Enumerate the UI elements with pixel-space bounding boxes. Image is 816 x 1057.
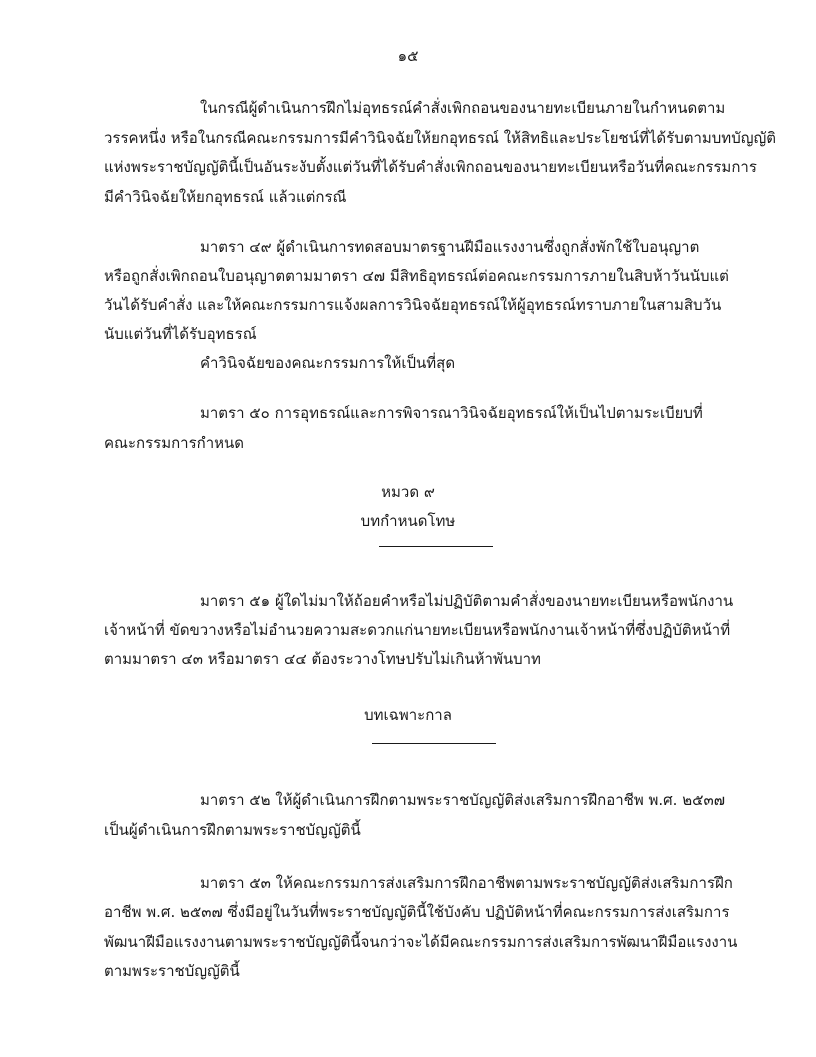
p1-line-3: แห่งพระราชบัญญัตินี้เป็นอันระงับตั้งแต่วันที่ได้รับคำสั่งเพิกถอนของนายทะเบียนหรือวันที่คณะกรรมการ: [104, 158, 757, 176]
p1-line-2: วรรคหนึ่ง หรือในกรณีคณะกรรมการมีคำวินิจฉัยให้ยกอุทธรณ์ ให้สิทธิและประโยชน์ที่ได้รับตามบทบัญญัติ: [104, 129, 777, 147]
section-51-line-2: เจ้าหน้าที่ ขัดขวางหรือไม่อำนวยความสะดวกแก่นายทะเบียนหรือพนักงานเจ้าหน้าที่ซึ่งปฏิบัติหน้าที่: [104, 621, 731, 639]
chapter-divider: [379, 546, 493, 547]
section-53-line-2: อาชีพ พ.ศ. ๒๕๓๗ ซึ่งมีอยู่ในวันที่พระราชบัญญัตินี้ใช้บังคับ ปฏิบัติหน้าที่คณะกรรมการส่งเสริมการ: [104, 903, 730, 921]
transitional-title: บทเฉพาะกาล: [364, 706, 452, 724]
page-number: ๑๕: [397, 47, 419, 65]
section-49-line-2: หรือถูกสั่งเพิกถอนใบอนุญาตตามมาตรา ๔๗ มีสิทธิอุทธรณ์ต่อคณะกรรมการภายในสิบห้าวันนับแต่: [104, 267, 729, 285]
section-49-line-1: มาตรา ๔๙ ผู้ดำเนินการทดสอบมาตรฐานฝีมือแรงงานซึ่งถูกสั่งพักใช้ใบอนุญาต: [200, 238, 700, 256]
section-53-line-1: มาตรา ๕๓ ให้คณะกรรมการส่งเสริมการฝึกอาชีพตามพระราชบัญญัติส่งเสริมการฝึก: [200, 874, 733, 892]
section-50-line-1: มาตรา ๕๐ การอุทธรณ์และการพิจารณาวินิจฉัยอุทธรณ์ให้เป็นไปตามระเบียบที่: [200, 404, 703, 422]
chapter-number: หมวด ๙: [381, 483, 435, 501]
chapter-title: บทกำหนดโทษ: [360, 512, 456, 530]
section-51-line-1: มาตรา ๕๑ ผู้ใดไม่มาให้ถ้อยคำหรือไม่ปฏิบัติตามคำสั่งของนายทะเบียนหรือพนักงาน: [200, 592, 734, 610]
section-49-line-4: นับแต่วันที่ได้รับอุทธรณ์: [104, 325, 257, 343]
transitional-divider: [372, 743, 496, 744]
section-53-line-4: ตามพระราชบัญญัตินี้: [104, 962, 240, 980]
section-49-line-3: วันได้รับคำสั่ง และให้คณะกรรมการแจ้งผลการวินิจฉัยอุทธรณ์ให้ผู้อุทธรณ์ทราบภายในสามสิบวัน: [104, 296, 722, 314]
section-51-line-3: ตามมาตรา ๔๓ หรือมาตรา ๔๔ ต้องระวางโทษปรับไม่เกินห้าพันบาท: [104, 650, 541, 668]
section-52-line-2: เป็นผู้ดำเนินการฝึกตามพระราชบัญญัตินี้: [104, 821, 361, 839]
section-53-line-3: พัฒนาฝีมือแรงงานตามพระราชบัญญัตินี้จนกว่าจะได้มีคณะกรรมการส่งเสริมการพัฒนาฝีมือแรงงาน: [104, 933, 738, 951]
p1-line-4: มีคำวินิจฉัยให้ยกอุทธรณ์ แล้วแต่กรณี: [104, 188, 347, 206]
section-49-line-5: คำวินิจฉัยของคณะกรรมการให้เป็นที่สุด: [200, 354, 456, 372]
p1-line-1: ในกรณีผู้ดำเนินการฝึกไม่อุทธรณ์คำสั่งเพิกถอนของนายทะเบียนภายในกำหนดตาม: [200, 99, 726, 117]
section-52-line-1: มาตรา ๕๒ ให้ผู้ดำเนินการฝึกตามพระราชบัญญัติส่งเสริมการฝึกอาชีพ พ.ศ. ๒๕๓๗: [200, 791, 725, 809]
section-50-line-2: คณะกรรมการกำหนด: [104, 434, 245, 452]
